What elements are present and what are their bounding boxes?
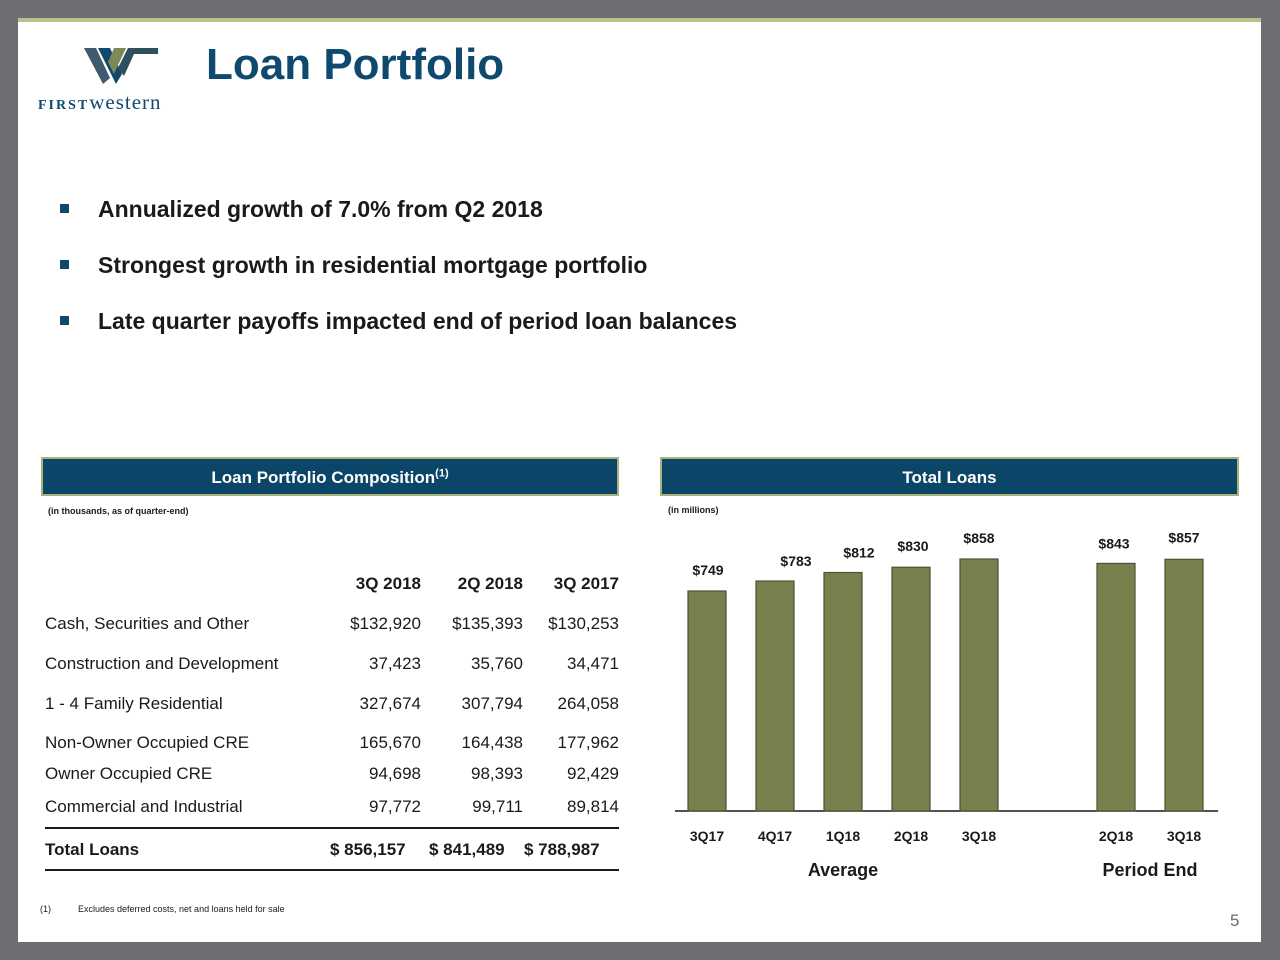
- page-title: Loan Portfolio: [206, 40, 505, 89]
- x-tick-label: 1Q18: [825, 828, 861, 844]
- bar-value-label: $843: [1098, 535, 1130, 552]
- cell-value: 89,814: [567, 797, 619, 816]
- row-label: Non-Owner Occupied CRE: [45, 733, 250, 752]
- column-header: 3Q 2018: [355, 574, 421, 593]
- cell-value: 164,438: [461, 733, 523, 752]
- cell-value: 92,429: [567, 764, 619, 783]
- cell-value: 35,760: [471, 654, 523, 673]
- cell-value: 307,794: [461, 694, 523, 713]
- bar: [1097, 563, 1135, 811]
- group-label: Period End: [1102, 860, 1198, 880]
- x-tick-label: 4Q17: [757, 828, 793, 844]
- x-tick-label: 2Q18: [893, 828, 929, 844]
- row-label: Owner Occupied CRE: [45, 764, 213, 783]
- x-tick-label: 3Q18: [961, 828, 997, 844]
- column-header: 2Q 2018: [457, 574, 523, 593]
- composition-header-label: Loan Portfolio Composition: [211, 468, 436, 487]
- cell-value: 327,674: [359, 694, 421, 713]
- bar-value-label: $749: [692, 562, 724, 579]
- total-value: $ 841,489: [429, 840, 505, 859]
- composition-header-footnote-ref: (1): [435, 467, 449, 480]
- bar-value-label: $857: [1168, 529, 1200, 546]
- footnote-number: (1): [40, 904, 51, 914]
- bar: [1165, 559, 1203, 811]
- total-value: $ 856,157: [330, 840, 406, 859]
- cell-value: 98,393: [471, 764, 523, 783]
- bar-value-label: $812: [843, 544, 875, 561]
- bar: [688, 591, 726, 811]
- group-label: Average: [807, 860, 879, 880]
- row-label: Cash, Securities and Other: [45, 614, 250, 633]
- cell-value: 94,698: [369, 764, 421, 783]
- composition-units-note: (in thousands, as of quarter-end): [48, 506, 189, 516]
- bar: [960, 559, 998, 811]
- bar-value-label: $858: [963, 530, 995, 546]
- total-loans-header-label: Total Loans: [902, 468, 997, 487]
- cell-value: 177,962: [557, 733, 619, 752]
- bar-value-label: $830: [897, 538, 929, 555]
- footnote: [40, 904, 285, 914]
- column-header: 3Q 2017: [553, 574, 619, 593]
- bullet-text: Strongest growth in residential mortgage portfolio: [98, 252, 648, 278]
- row-label: Construction and Development: [45, 654, 279, 673]
- bullet-text: Annualized growth of 7.0% from Q2 2018: [98, 196, 543, 222]
- cell-value: $135,393: [452, 614, 523, 633]
- bar: [824, 573, 862, 811]
- cell-value: 165,670: [359, 733, 421, 752]
- cell-value: 37,423: [369, 654, 421, 673]
- x-tick-label: 3Q18: [1166, 828, 1202, 844]
- total-loans-chart: [18, 18, 1261, 942]
- bar: [892, 567, 930, 811]
- cell-value: 264,058: [557, 694, 619, 713]
- slide: [18, 18, 1261, 942]
- row-label: 1 - 4 Family Residential: [45, 694, 223, 713]
- cell-value: 97,772: [369, 797, 421, 816]
- bar: [756, 581, 794, 811]
- logo-western: western: [89, 90, 162, 114]
- bar-value-label: $783: [780, 553, 812, 570]
- footnote-text: Excludes deferred costs, net and loans held for sale: [78, 904, 285, 914]
- x-tick-label: 2Q18: [1098, 828, 1134, 844]
- total-label: Total Loans: [45, 840, 140, 859]
- total-value: $ 788,987: [524, 840, 600, 859]
- page-number: 5: [1230, 911, 1240, 930]
- cell-value: 99,711: [472, 797, 523, 816]
- bullet-text: Late quarter payoffs impacted end of period loan balances: [98, 308, 738, 334]
- cell-value: $130,253: [548, 614, 619, 633]
- logo-first: FIRST: [38, 98, 90, 113]
- total-loans-units-note: (in millions): [668, 505, 719, 515]
- x-tick-label: 3Q17: [689, 828, 725, 844]
- cell-value: $132,920: [350, 614, 421, 633]
- cell-value: 34,471: [567, 654, 619, 673]
- row-label: Commercial and Industrial: [45, 797, 243, 816]
